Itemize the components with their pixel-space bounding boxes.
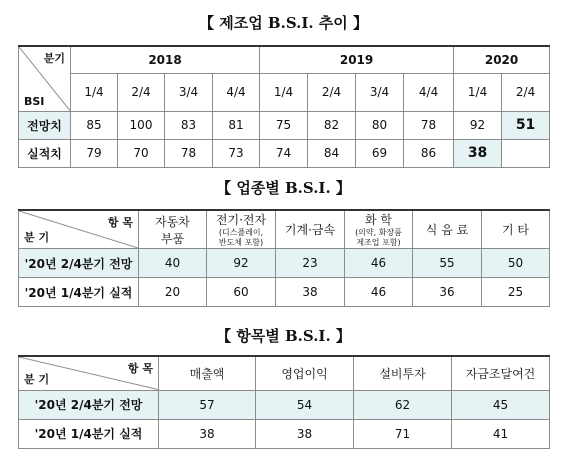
table1-title: 【 제조업 B.S.I. 추이 】 [199,14,368,32]
corner-label-quarter: 분 기 [24,372,50,386]
header-sub: 반도체 포함) [218,238,264,247]
corner-header [19,46,71,111]
table-cell-highlight: 51 [502,111,550,139]
table-cell: 38 [276,278,345,307]
table-cell: 25 [482,278,550,307]
bsi-trend-table [18,45,550,168]
row-label-actual: 실적치 [19,139,71,167]
year-header: 2019 [260,46,454,73]
table-row [19,139,550,167]
quarter-header: 2/4 [308,73,356,111]
quarter-header: 4/4 [404,73,454,111]
quarter-header: 3/4 [356,73,404,111]
table-cell: 92 [207,249,276,278]
corner-header [19,356,159,390]
corner-label-quarter: 분 기 [24,231,50,244]
table-cell: 80 [356,111,404,139]
table-row [19,111,550,139]
column-header: 자금조달여건 [452,356,550,390]
quarter-header: 2/4 [502,73,550,111]
table-cell: 86 [404,139,454,167]
item-bsi-table [18,355,550,449]
row-label-forecast: '20년 2/4분기 전망 [19,390,159,419]
quarter-header: 4/4 [213,73,260,111]
table-cell: 36 [413,278,482,307]
header-main: 자동차 [155,214,190,229]
table-cell: 84 [308,139,356,167]
header-sub: (디스플레이, [218,228,264,237]
column-header [207,210,276,249]
table-cell: 78 [165,139,213,167]
column-header: 기계·금속 [276,210,345,249]
quarter-header: 1/4 [260,73,308,111]
column-header: 설비투자 [354,356,452,390]
industry-bsi-table [18,209,550,307]
corner-label-quarter: 분기 [43,52,65,65]
year-header: 2020 [454,46,550,73]
table-cell: 50 [482,249,550,278]
table-cell: 41 [452,419,550,448]
quarter-header: 2/4 [118,73,165,111]
table-row [19,390,550,419]
row-label-forecast: '20년 2/4분기 전망 [19,249,139,278]
column-header: 기 타 [482,210,550,249]
table-cell: 46 [345,278,413,307]
corner-header [19,210,139,249]
quarter-header: 1/4 [71,73,118,111]
year-header: 2018 [71,46,260,73]
table-cell: 38 [159,419,256,448]
table-cell: 83 [165,111,213,139]
table-cell: 82 [308,111,356,139]
table-cell: 100 [118,111,165,139]
table-cell: 46 [345,249,413,278]
table-cell: 75 [260,111,308,139]
table-cell: 23 [276,249,345,278]
table-cell: 40 [139,249,207,278]
table-cell: 85 [71,111,118,139]
table-cell: 79 [71,139,118,167]
table-cell-highlight: 38 [454,139,502,167]
table-cell: 55 [413,249,482,278]
table-cell: 38 [256,419,354,448]
table-cell: 60 [207,278,276,307]
column-header [139,210,207,249]
quarter-header: 1/4 [454,73,502,111]
table-cell: 54 [256,390,354,419]
table-cell [502,139,550,167]
column-header: 영업이익 [256,356,354,390]
table-cell: 69 [356,139,404,167]
table-row [19,419,550,448]
row-label-actual: '20년 1/4분기 실적 [19,419,159,448]
header-sub: 제조업 포함) [356,238,401,247]
table3-title: 【 항목별 B.S.I. 】 [216,327,351,345]
table-cell: 92 [454,111,502,139]
table-cell: 78 [404,111,454,139]
quarter-header: 3/4 [165,73,213,111]
corner-label-item: 항 목 [107,216,133,229]
row-label-forecast: 전망치 [19,111,71,139]
table-cell: 74 [260,139,308,167]
header-main: 화 학 [365,213,392,227]
column-header [345,210,413,249]
table-cell: 73 [213,139,260,167]
table-cell: 57 [159,390,256,419]
table2-title: 【 업종별 B.S.I. 】 [216,179,351,197]
header-sub: (의약, 화장품 [355,228,402,237]
table-cell: 71 [354,419,452,448]
column-header: 식 음 료 [413,210,482,249]
table-row [19,249,550,278]
table-cell: 81 [213,111,260,139]
column-header: 매출액 [159,356,256,390]
header-main: 전기·전자 [215,213,267,227]
table-cell: 45 [452,390,550,419]
corner-label-bsi: BSI [24,94,45,108]
row-label-actual: '20년 1/4분기 실적 [19,278,139,307]
table-cell: 62 [354,390,452,419]
table-cell: 20 [139,278,207,307]
table-cell: 70 [118,139,165,167]
corner-label-item: 항 목 [127,362,153,375]
table-row [19,278,550,307]
header-sub: 부품 [160,231,185,246]
